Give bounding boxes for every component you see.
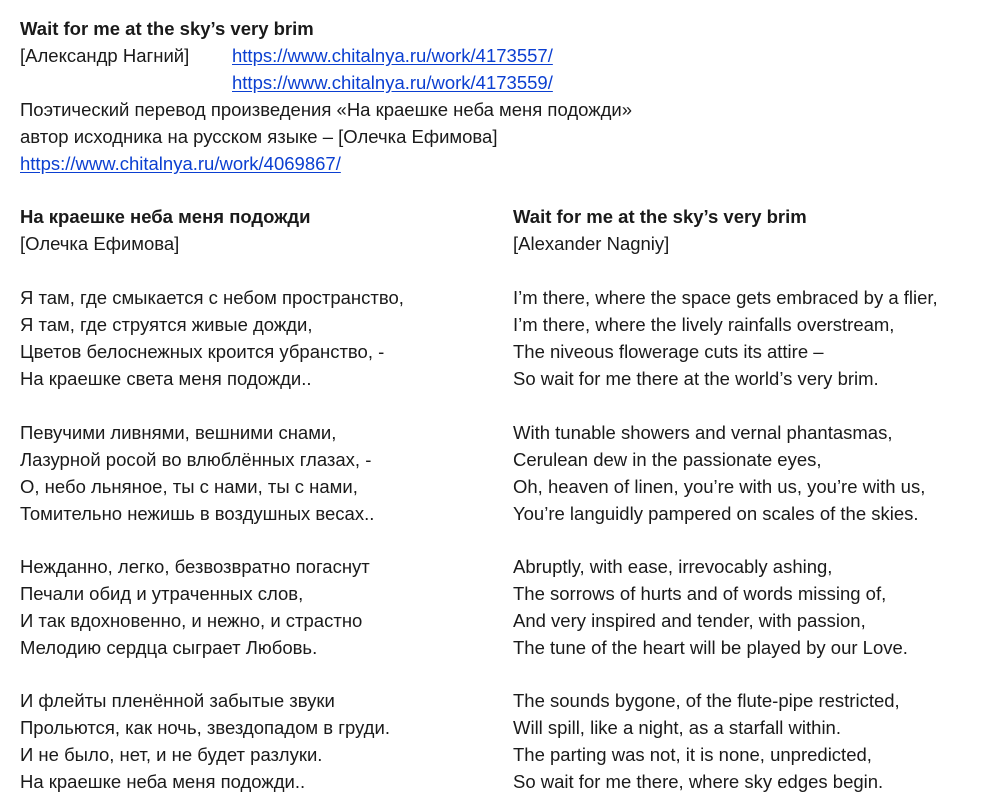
original-line: И флейты пленённой забытые звуки [20, 690, 335, 711]
translation-line: The sorrows of hurts and of words missing of, [513, 583, 887, 604]
translation-line: I’m there, where the lively rainfalls overstream, [513, 314, 895, 335]
original-line: Мелодию сердца сыграет Любовь. [20, 637, 318, 658]
translation-line: Will spill, like a night, as a starfall within. [513, 717, 841, 738]
intro-line-1: Поэтический перевод произведения «На краешке неба меня подожди» [20, 99, 632, 120]
original-line: Нежданно, легко, безвозвратно погаснут [20, 556, 370, 577]
original-line: На краешке неба меня подожди.. [20, 771, 306, 792]
translation-line: The tune of the heart will be played by our Love. [513, 637, 908, 658]
original-line: Певучими ливнями, вешними снами, [20, 422, 337, 443]
original-line: Томительно нежишь в воздушных весах.. [20, 503, 375, 524]
translation-line: The niveous flowerage cuts its attire – [513, 341, 824, 362]
original-author: [Олечка Ефимова] [20, 233, 180, 254]
translation-line: Oh, heaven of linen, you’re with us, you’re with us, [513, 476, 926, 497]
translation-link-2[interactable]: https://www.chitalnya.ru/work/4173559/ [232, 72, 553, 93]
original-line: И так вдохновенно, и нежно, и страстно [20, 610, 363, 631]
original-line: Цветов белоснежных кроится убранство, - [20, 341, 385, 362]
intro-line-2: автор исходника на русском языке – [Олечка Ефимова] [20, 126, 498, 147]
original-line: О, небо льняное, ты с нами, ты с нами, [20, 476, 358, 497]
translation-author: [Alexander Nagniy] [513, 233, 670, 254]
original-line: Лазурной росой во влюблённых глазах, - [20, 449, 372, 470]
translation-link-1[interactable]: https://www.chitalnya.ru/work/4173557/ [232, 45, 553, 66]
translation-line: With tunable showers and vernal phantasmas, [513, 422, 893, 443]
translation-title: Wait for me at the sky’s very brim [513, 206, 807, 227]
translation-line: The parting was not, it is none, unpredicted, [513, 744, 872, 765]
original-title: На краешке неба меня подожди [20, 206, 311, 227]
original-line: Я там, где смыкается с небом пространство, [20, 287, 404, 308]
original-line: И не было, нет, и не будет разлуки. [20, 744, 323, 765]
translation-line: The sounds bygone, of the flute-pipe restricted, [513, 690, 900, 711]
original-line: На краешке света меня подожди.. [20, 368, 312, 389]
translation-line: Cerulean dew in the passionate eyes, [513, 449, 822, 470]
translation-line: Abruptly, with ease, irrevocably ashing, [513, 556, 833, 577]
original-line: Печали обид и утраченных слов, [20, 583, 304, 604]
translation-line: And very inspired and tender, with passion, [513, 610, 866, 631]
original-line: Я там, где струятся живые дожди, [20, 314, 313, 335]
translation-line: So wait for me there, where sky edges begin. [513, 771, 884, 792]
original-line: Прольются, как ночь, звездопадом в груди. [20, 717, 390, 738]
translation-line: You’re languidly pampered on scales of the skies. [513, 503, 919, 524]
source-link[interactable]: https://www.chitalnya.ru/work/4069867/ [20, 153, 341, 174]
translator-name: [Александр Нагний] [20, 45, 190, 66]
translation-line: I’m there, where the space gets embraced by a flier, [513, 287, 938, 308]
translation-line: So wait for me there at the world’s very brim. [513, 368, 879, 389]
document-title: Wait for me at the sky’s very brim [20, 18, 314, 39]
